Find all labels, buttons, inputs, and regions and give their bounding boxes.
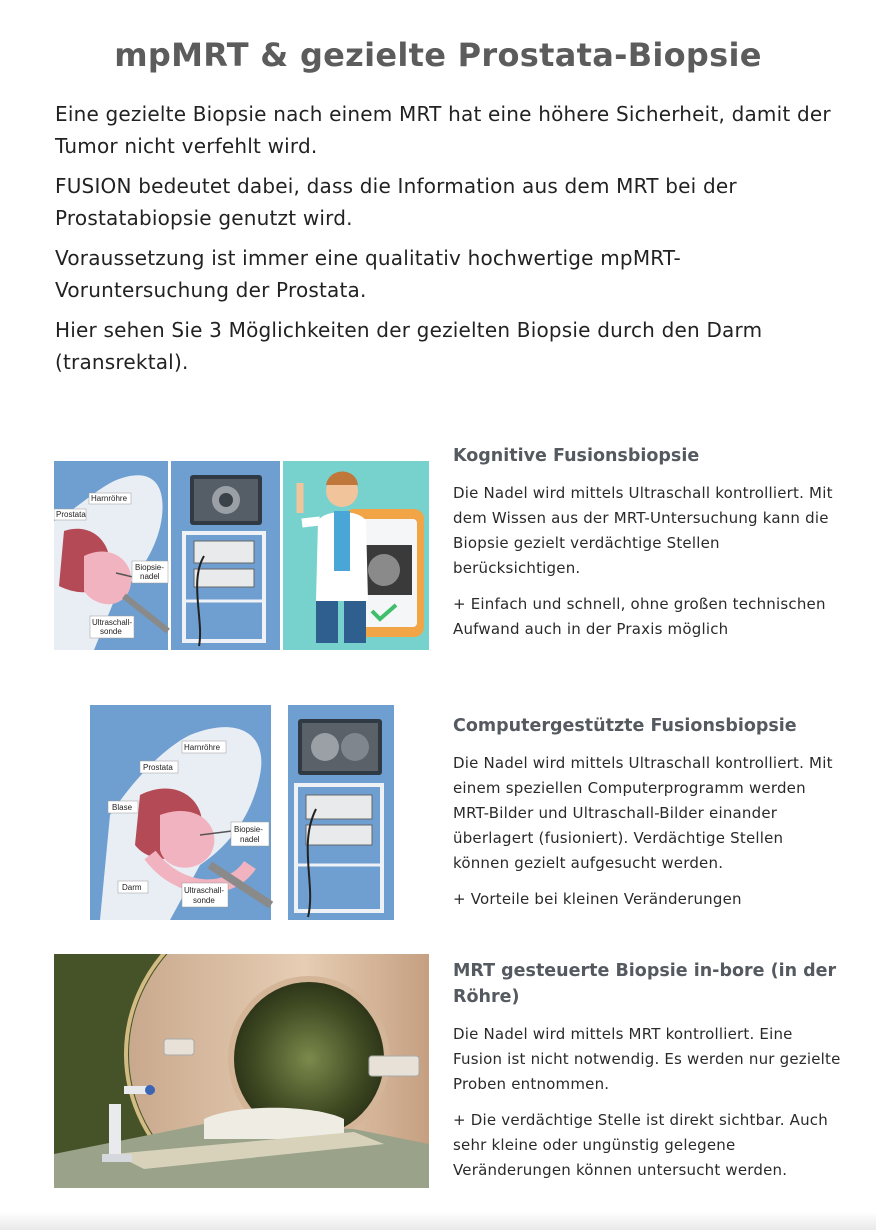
section-heading: Computergestützte Fusionsbiopsie — [453, 716, 797, 736]
label-sonde-2: sonde — [100, 627, 122, 636]
section-body: Die Nadel wird mittels Ultraschall kontrolliert. Mit einem speziellen Computerprogramm werden MRT-Bilder und Ultraschall-Bilder einander überlagert (fusioniert). Verdächtige Stellen können gezielt aufgesucht werden. — [453, 754, 833, 872]
section-body: Die Nadel wird mittels Ultraschall kontrolliert. Mit dem Wissen aus der MRT-Untersuchung kann die Biopsie gezielt verdächtige Stellen berücksichtigen. — [453, 484, 833, 577]
label-sonde-1: Ultraschall- — [92, 618, 133, 627]
intro-text — [55, 98, 835, 386]
cognitive-fusion-illustration — [54, 461, 429, 650]
intro-paragraph: Hier sehen Sie 3 Möglichkeiten der gezielten Biopsie durch den Darm (transrektal). — [55, 318, 763, 374]
label-prostata: Prostata — [143, 763, 173, 772]
section-computer-fusion — [453, 713, 843, 923]
section-heading: Kognitive Fusionsbiopsie — [453, 446, 700, 466]
section-heading: MRT gesteuerte Biopsie in-bore (in der Röhre) — [453, 961, 837, 1007]
label-prostata: Prostata — [56, 510, 86, 519]
label-blase: Blase — [112, 803, 133, 812]
doctor-illustration — [283, 461, 429, 650]
label-nadel-2: nadel — [140, 572, 160, 581]
ultrasound-cart — [171, 461, 280, 650]
mrt-scanner-photo — [54, 954, 429, 1188]
section-advantage: + Einfach und schnell, ohne großen technischen Aufwand auch in der Praxis möglich — [453, 595, 826, 638]
label-harnroehre: Harnröhre — [91, 494, 128, 503]
computer-fusion-illustration — [90, 705, 394, 920]
intro-paragraph: Voraussetzung ist immer eine qualitativ hochwertige mpMRT-Voruntersuchung der Prostata. — [55, 246, 681, 302]
label-sonde-2: sonde — [193, 896, 215, 905]
label-nadel-1: Biopsie- — [135, 563, 164, 572]
label-sonde-1: Ultraschall- — [184, 886, 225, 895]
label-nadel-2: nadel — [240, 835, 260, 844]
label-harnroehre: Harnröhre — [184, 743, 221, 752]
section-inbore-biopsy — [453, 958, 843, 1194]
intro-paragraph: Eine gezielte Biopsie nach einem MRT hat eine höhere Sicherheit, damit der Tumor nicht verfehlt wird. — [55, 102, 831, 158]
page-title: mpMRT & gezielte Prostata-Biopsie — [114, 36, 762, 74]
label-darm: Darm — [122, 883, 142, 892]
label-nadel-1: Biopsie- — [234, 825, 263, 834]
section-cognitive-fusion — [453, 443, 843, 653]
section-body: Die Nadel wird mittels MRT kontrolliert. Eine Fusion ist nicht notwendig. Es werden nur gezielte Proben entnommen. — [453, 1025, 841, 1093]
page-bottom-shade — [0, 1212, 876, 1230]
ultrasound-cart — [288, 705, 394, 920]
anatomy-diagram — [54, 461, 168, 650]
section-advantage: + Die verdächtige Stelle ist direkt sichtbar. Auch sehr kleine oder ungünstig gelegene Veränderungen können untersucht werden. — [453, 1111, 828, 1179]
section-advantage: + Vorteile bei kleinen Veränderungen — [453, 890, 742, 908]
anatomy-diagram — [90, 705, 271, 920]
intro-paragraph: FUSION bedeutet dabei, dass die Information aus dem MRT bei der Prostatabiopsie genutzt wird. — [55, 174, 737, 230]
